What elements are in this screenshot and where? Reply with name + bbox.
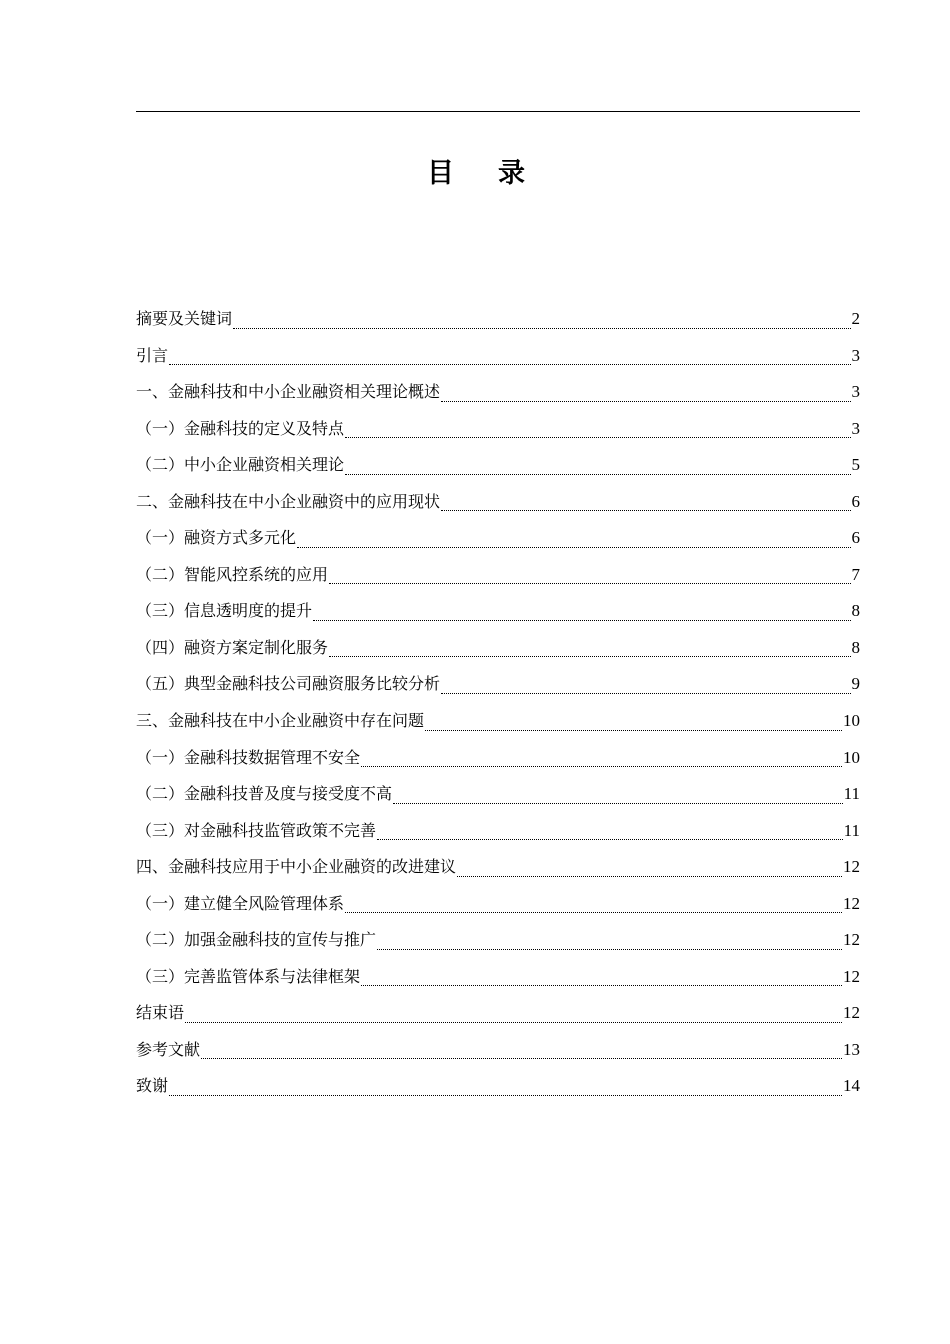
- toc-entry-label: （二）智能风控系统的应用: [136, 564, 329, 584]
- toc-dot-leader: [329, 567, 850, 587]
- toc-entry-label: （三）对金融科技监管政策不完善: [136, 820, 377, 840]
- toc-entry-page-number: 10: [843, 711, 860, 731]
- toc-dot-leader: [185, 1006, 842, 1026]
- toc-entry-page-number: 12: [843, 893, 860, 913]
- toc-entry[interactable]: [136, 377, 860, 414]
- toc-entry-label: 结束语: [136, 1003, 185, 1023]
- toc-dot-leader: [169, 348, 850, 368]
- toc-entry-label: 四、金融科技应用于中小企业融资的改进建议: [136, 857, 457, 877]
- toc-entry[interactable]: [136, 669, 860, 706]
- toc-entry[interactable]: [136, 414, 860, 451]
- toc-dot-leader: [425, 714, 842, 734]
- toc-entry-label: （一）金融科技的定义及特点: [136, 418, 345, 438]
- toc-entry[interactable]: [136, 341, 860, 378]
- toc-entry[interactable]: [136, 706, 860, 743]
- toc-entry-label: （五）典型金融科技公司融资服务比较分析: [136, 674, 441, 694]
- toc-entry[interactable]: [136, 304, 860, 341]
- page-title: 目录: [427, 158, 569, 189]
- toc-dot-leader: [377, 823, 843, 843]
- toc-entry-page-number: 6: [851, 528, 860, 548]
- toc-dot-leader: [313, 604, 850, 624]
- toc-entry-label: （二）中小企业融资相关理论: [136, 455, 345, 475]
- toc-entry[interactable]: [136, 925, 860, 962]
- toc-entry-label: （四）融资方案定制化服务: [136, 637, 329, 657]
- toc-entry-page-number: 8: [851, 637, 860, 657]
- toc-list: [136, 304, 860, 1108]
- toc-entry-page-number: 10: [843, 747, 860, 767]
- toc-entry-page-number: 3: [851, 345, 860, 365]
- toc-entry-label: （三）完善监管体系与法律框架: [136, 966, 361, 986]
- toc-entry[interactable]: [136, 998, 860, 1035]
- toc-entry[interactable]: [136, 743, 860, 780]
- toc-entry-label: （一）融资方式多元化: [136, 528, 297, 548]
- toc-entry-page-number: 11: [843, 784, 860, 804]
- toc-entry-page-number: 3: [851, 382, 860, 402]
- toc-dot-leader: [297, 531, 850, 551]
- toc-dot-leader: [393, 787, 843, 807]
- toc-entry[interactable]: [136, 852, 860, 889]
- toc-entry-page-number: 2: [851, 309, 860, 328]
- toc-entry[interactable]: [136, 779, 860, 816]
- toc-entry-label: （三）信息透明度的提升: [136, 601, 313, 621]
- toc-dot-leader: [457, 860, 842, 880]
- toc-entry-page-number: 7: [851, 564, 860, 584]
- toc-dot-leader: [361, 969, 842, 989]
- toc-dot-leader: [233, 312, 850, 332]
- toc-entry-page-number: 13: [843, 1039, 860, 1059]
- toc-dot-leader: [201, 1042, 842, 1062]
- toc-entry-page-number: 8: [851, 601, 860, 621]
- header-rule: [136, 111, 860, 112]
- toc-entry-page-number: 12: [843, 966, 860, 986]
- toc-dot-leader: [345, 896, 842, 916]
- toc-dot-leader: [441, 385, 850, 405]
- toc-entry-page-number: 9: [851, 674, 860, 694]
- toc-entry-label: 摘要及关键词: [136, 309, 233, 328]
- toc-dot-leader: [361, 750, 842, 770]
- toc-entry-label: （一）金融科技数据管理不安全: [136, 747, 361, 767]
- toc-entry-page-number: 12: [843, 930, 860, 950]
- toc-entry[interactable]: [136, 487, 860, 524]
- toc-dot-leader: [441, 677, 850, 697]
- toc-dot-leader: [345, 458, 850, 478]
- toc-dot-leader: [169, 1079, 842, 1099]
- toc-entry-label: 二、金融科技在中小企业融资中的应用现状: [136, 491, 441, 511]
- toc-entry-page-number: 6: [851, 491, 860, 511]
- toc-entry-label: 一、金融科技和中小企业融资相关理论概述: [136, 382, 441, 402]
- toc-entry-label: 参考文献: [136, 1039, 201, 1059]
- toc-entry[interactable]: [136, 633, 860, 670]
- toc-entry[interactable]: [136, 889, 860, 926]
- toc-entry[interactable]: [136, 560, 860, 597]
- toc-entry-label: （二）金融科技普及度与接受度不高: [136, 784, 393, 804]
- toc-dot-leader: [329, 640, 850, 660]
- toc-entry-label: （一）建立健全风险管理体系: [136, 893, 345, 913]
- toc-entry-label: 致谢: [136, 1076, 169, 1096]
- toc-dot-leader: [345, 421, 850, 441]
- toc-entry[interactable]: [136, 816, 860, 853]
- toc-dot-leader: [377, 933, 842, 953]
- toc-entry-page-number: 12: [843, 857, 860, 877]
- toc-entry[interactable]: [136, 450, 860, 487]
- toc-entry-page-number: 12: [843, 1003, 860, 1023]
- toc-entry-page-number: 3: [851, 418, 860, 438]
- toc-entry-page-number: 14: [843, 1076, 860, 1096]
- toc-entry-page-number: 5: [851, 455, 860, 475]
- toc-entry[interactable]: [136, 1035, 860, 1072]
- toc-entry-label: （二）加强金融科技的宣传与推广: [136, 930, 377, 950]
- toc-entry-page-number: 11: [843, 820, 860, 840]
- toc-entry-label: 三、金融科技在中小企业融资中存在问题: [136, 711, 425, 731]
- toc-entry[interactable]: [136, 596, 860, 633]
- toc-entry[interactable]: [136, 523, 860, 560]
- toc-entry[interactable]: [136, 962, 860, 999]
- toc-entry-label: 引言: [136, 345, 169, 365]
- toc-entry[interactable]: [136, 1071, 860, 1108]
- toc-dot-leader: [441, 494, 850, 514]
